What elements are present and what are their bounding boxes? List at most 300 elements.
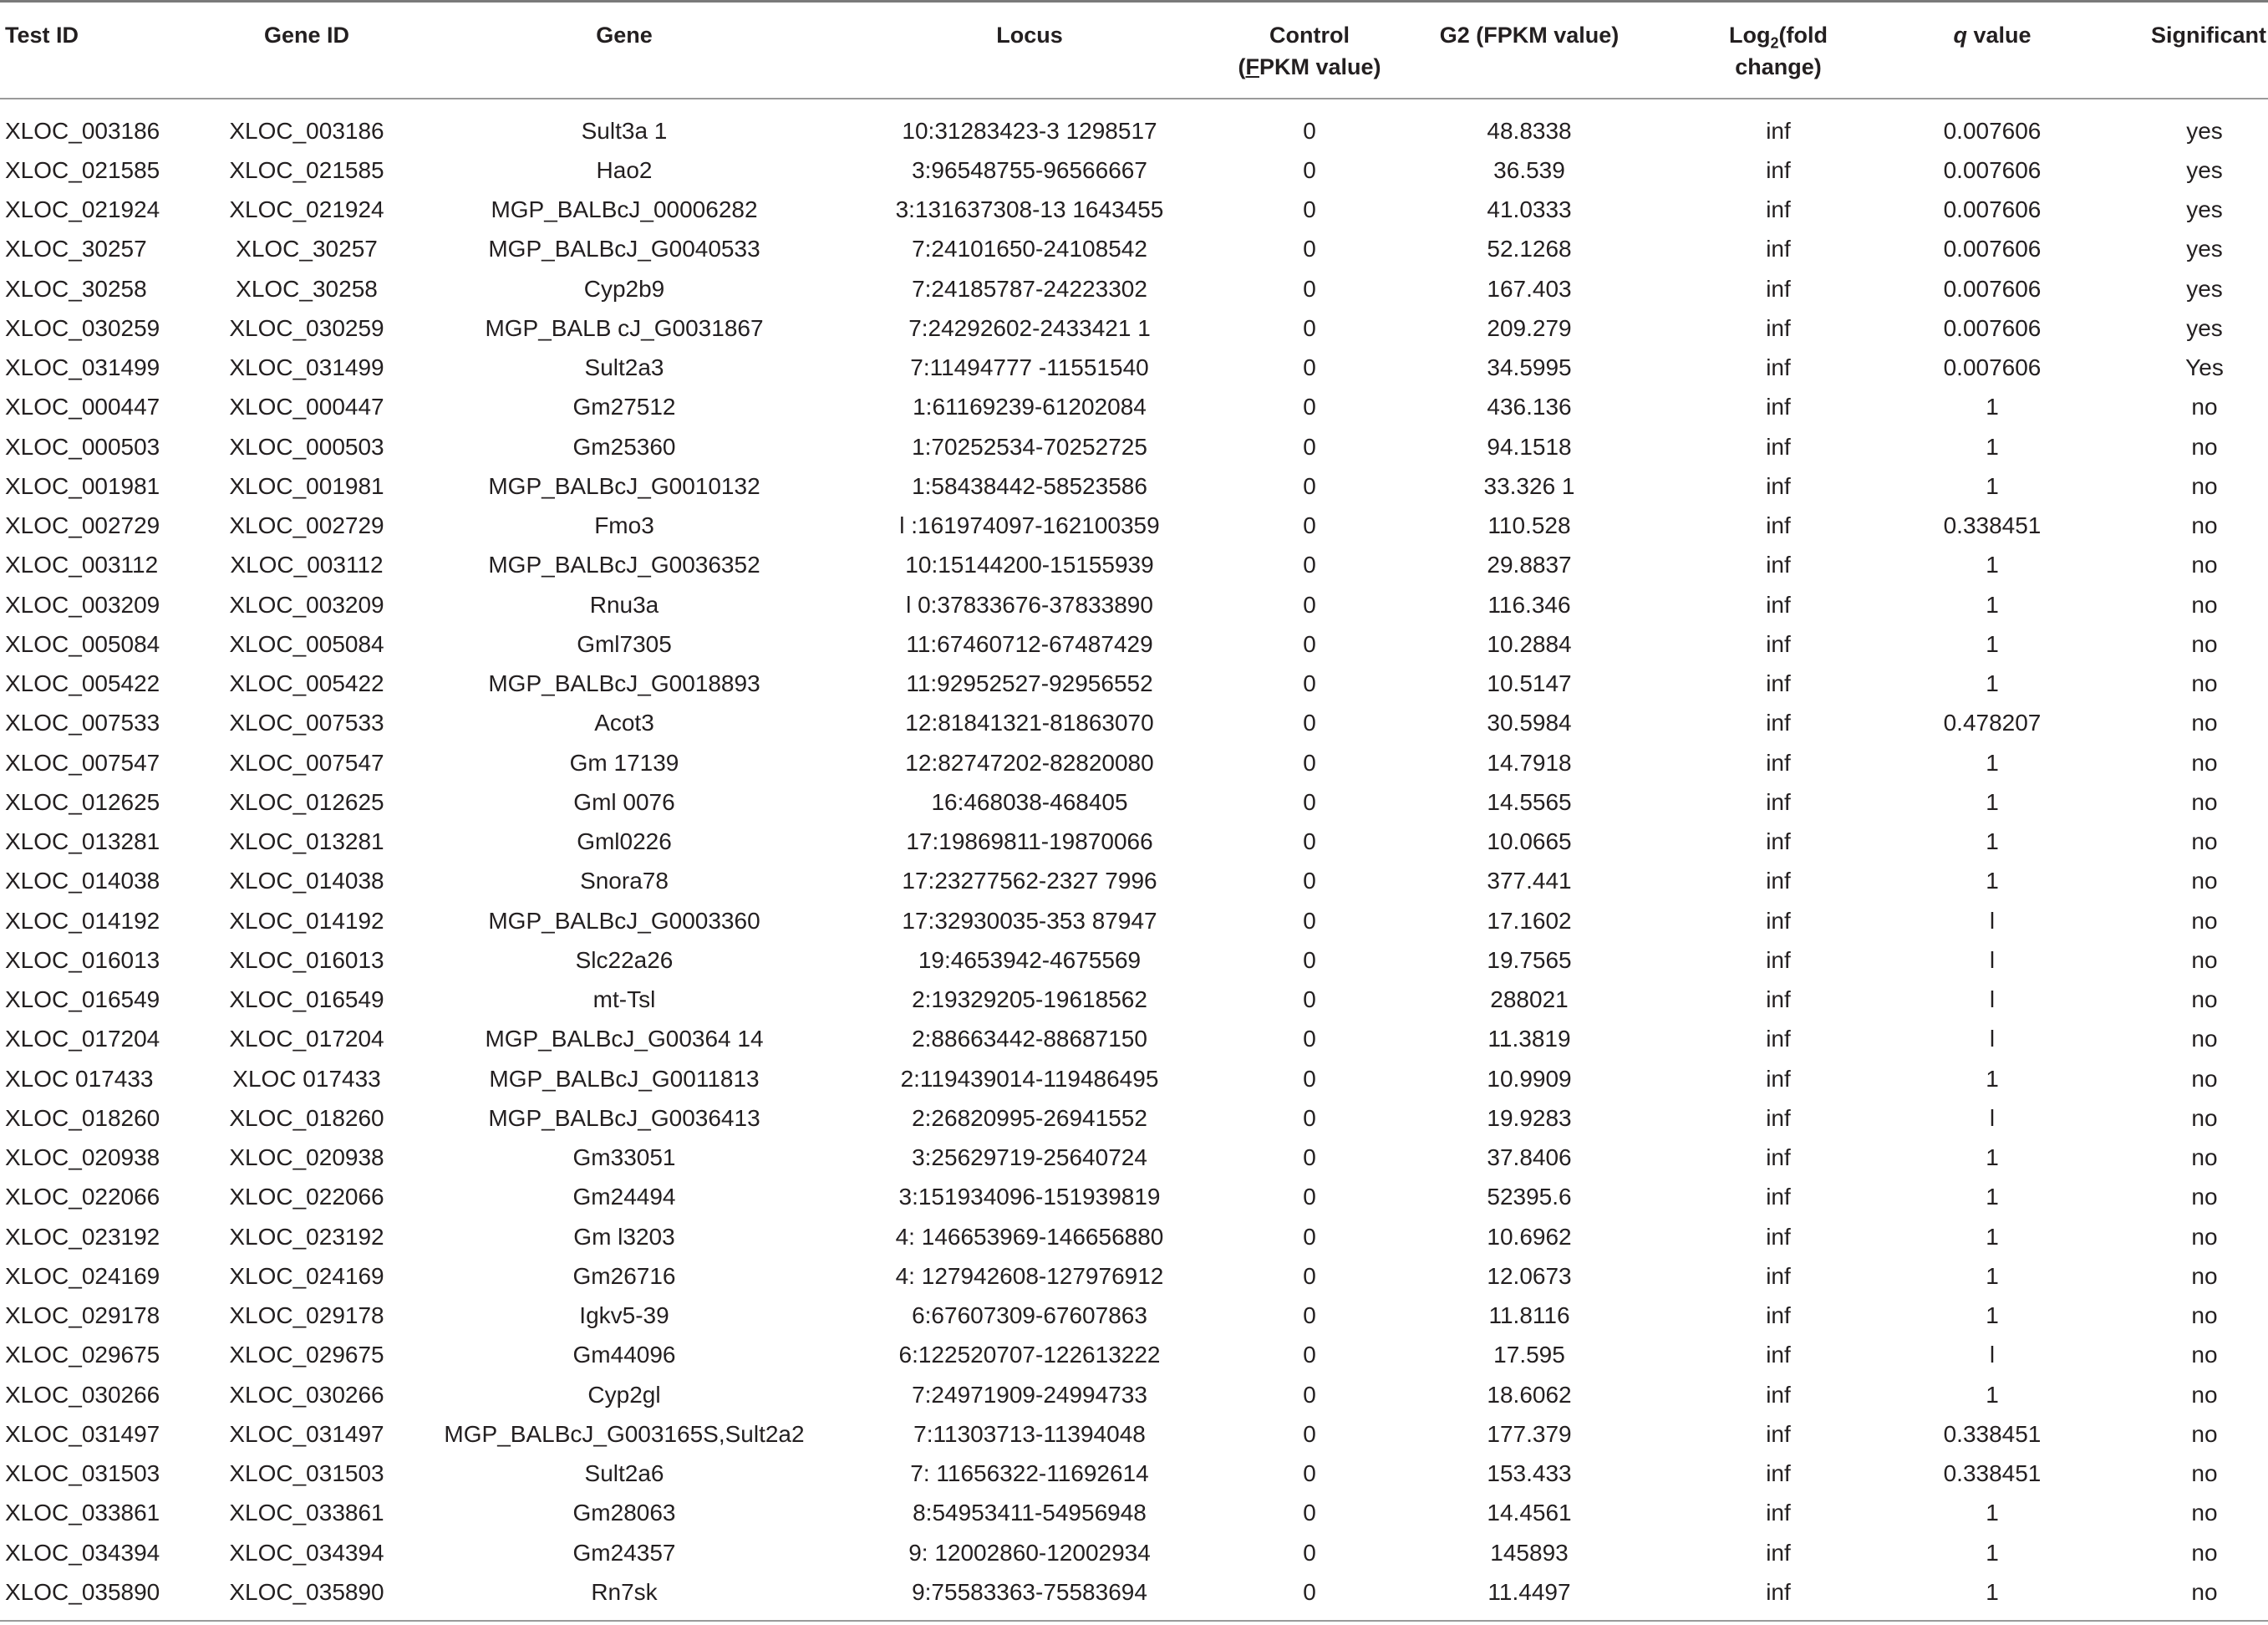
cell-g2-fpkm: 110.528 <box>1487 512 1571 538</box>
cell-locus: 11:67460712-67487429 <box>906 630 1153 657</box>
cell-q-value: 0.338451 <box>1943 1460 2042 1486</box>
cell-locus: 17:23277562-2327 7996 <box>902 868 1157 894</box>
cell-control: 0 <box>1303 1381 1316 1408</box>
cell-test-id: XLOC_30257 <box>5 236 147 262</box>
cell-gene-id: XLOC_014192 <box>229 907 384 934</box>
cell-gene-id: XLOC_029178 <box>229 1302 384 1328</box>
cell-log2-fold-change: inf <box>1766 552 1791 578</box>
cell-g2-fpkm: 10.5147 <box>1487 670 1572 696</box>
header-log2-suffix: (fold <box>1778 23 1828 48</box>
cell-gene-id: XLOC_000503 <box>229 433 384 460</box>
cell-gene: Acot3 <box>594 710 654 736</box>
cell-g2-fpkm: 30.5984 <box>1487 710 1572 736</box>
cell-gene: Gm33051 <box>572 1144 676 1170</box>
cell-test-id: XLOC_005422 <box>5 670 160 696</box>
cell-q-value: 0.007606 <box>1943 156 2042 183</box>
cell-test-id: XLOC_024169 <box>5 1262 160 1289</box>
cell-control: 0 <box>1303 552 1316 578</box>
table-row <box>0 1296 2268 1335</box>
cell-control: 0 <box>1303 670 1316 696</box>
cell-control: 0 <box>1303 1065 1316 1092</box>
cell-locus: 4: 127942608-127976912 <box>895 1262 1164 1289</box>
cell-control: 0 <box>1303 394 1316 420</box>
cell-significant: yes <box>2186 117 2223 144</box>
cell-g2-fpkm: 17.595 <box>1493 1342 1565 1368</box>
cell-significant: yes <box>2186 156 2223 183</box>
cell-control: 0 <box>1303 196 1316 222</box>
cell-log2-fold-change: inf <box>1766 986 1791 1012</box>
cell-gene: Cyp2b9 <box>583 275 665 302</box>
cell-control: 0 <box>1303 1460 1316 1486</box>
table-row <box>0 308 2268 348</box>
cell-test-id: XLOC_029675 <box>5 1342 160 1368</box>
cell-significant: no <box>2191 986 2218 1012</box>
header-control-line1: Control <box>1269 23 1350 48</box>
cell-q-value: l <box>1989 946 1996 973</box>
cell-gene-id: XLOC_033861 <box>229 1500 384 1526</box>
cell-significant: no <box>2191 788 2218 815</box>
cell-significant: no <box>2191 1065 2218 1092</box>
cell-test-id: XLOC_007547 <box>5 749 160 776</box>
cell-control: 0 <box>1303 354 1316 380</box>
cell-significant: no <box>2191 1104 2218 1131</box>
cell-control: 0 <box>1303 1104 1316 1131</box>
cell-test-id: XLOC_030266 <box>5 1381 160 1408</box>
cell-g2-fpkm: 12.0673 <box>1487 1262 1572 1289</box>
cell-test-id: XLOC_000503 <box>5 433 160 460</box>
cell-test-id: XLOC_018260 <box>5 1104 160 1131</box>
table-row <box>0 1059 2268 1098</box>
cell-gene: Gm l3203 <box>573 1223 675 1250</box>
cell-log2-fold-change: inf <box>1766 1104 1791 1131</box>
cell-locus: 3:25629719-25640724 <box>912 1144 1147 1170</box>
header-control <box>1223 2 1396 99</box>
cell-control: 0 <box>1303 1420 1316 1447</box>
cell-g2-fpkm: 177.379 <box>1487 1420 1572 1447</box>
table-row <box>0 743 2268 782</box>
cell-significant: no <box>2191 1144 2218 1170</box>
header-q-italic: q <box>1953 23 1967 48</box>
table-row <box>0 1375 2268 1414</box>
cell-gene-id: XLOC_005422 <box>229 670 384 696</box>
cell-gene: Cyp2gl <box>587 1381 661 1408</box>
cell-control: 0 <box>1303 828 1316 854</box>
cell-q-value: 1 <box>1986 394 1999 420</box>
table-row <box>0 427 2268 466</box>
cell-significant: no <box>2191 1184 2218 1210</box>
cell-test-id: XLOC_031503 <box>5 1460 160 1486</box>
table-row <box>0 1454 2268 1493</box>
cell-gene: MGP_BALBcJ_G0040533 <box>488 236 760 262</box>
cell-control: 0 <box>1303 1342 1316 1368</box>
table-row <box>0 1217 2268 1256</box>
cell-q-value: 1 <box>1986 670 1999 696</box>
cell-g2-fpkm: 17.1602 <box>1487 907 1572 934</box>
header-control-open: ( <box>1238 54 1246 79</box>
cell-gene-id: XLOC 017433 <box>232 1065 381 1092</box>
cell-g2-fpkm: 10.6962 <box>1487 1223 1572 1250</box>
table-row <box>0 1533 2268 1572</box>
cell-g2-fpkm: 288021 <box>1490 986 1569 1012</box>
cell-test-id: XLOC_007533 <box>5 710 160 736</box>
cell-control: 0 <box>1303 591 1316 618</box>
cell-gene-id: XLOC_003186 <box>229 117 384 144</box>
cell-significant: no <box>2091 1572 2268 1621</box>
cell-gene: Rnu3a <box>589 591 659 618</box>
header-row <box>0 2 2268 99</box>
cell-test-id: XLOC_031497 <box>5 1420 160 1447</box>
cell-log2-fold-change: inf <box>1766 156 1791 183</box>
cell-g2-fpkm: 37.8406 <box>1487 1144 1572 1170</box>
cell-log2-fold-change: inf <box>1766 1065 1791 1092</box>
cell-g2-fpkm: 94.1518 <box>1487 433 1572 460</box>
header-control-f: F <box>1245 54 1259 79</box>
cell-gene-id: XLOC_031497 <box>229 1420 384 1447</box>
cell-control: 0 <box>1303 986 1316 1012</box>
table-row <box>0 1493 2268 1532</box>
cell-g2-fpkm: 52.1268 <box>1487 236 1572 262</box>
cell-gene: Gml 0076 <box>573 788 675 815</box>
cell-gene: MGP_BALBcJ_G00364 14 <box>485 1026 764 1052</box>
cell-gene-id: XLOC_022066 <box>229 1184 384 1210</box>
table-row <box>0 940 2268 980</box>
cell-gene-id: XLOC_013281 <box>229 828 384 854</box>
cell-q-value: 1 <box>1986 630 1999 657</box>
cell-locus: 2:19329205-19618562 <box>912 986 1147 1012</box>
cell-test-id: XLOC_005084 <box>5 630 160 657</box>
cell-gene-id: XLOC_020938 <box>229 1144 384 1170</box>
cell-locus: 7:24101650-24108542 <box>912 236 1147 262</box>
table-row <box>0 703 2268 742</box>
cell-gene-id: XLOC_018260 <box>229 1104 384 1131</box>
table-row <box>0 150 2268 190</box>
cell-control: 0 <box>1303 710 1316 736</box>
cell-log2-fold-change: inf <box>1766 354 1791 380</box>
cell-control: 0 <box>1303 314 1316 341</box>
cell-test-id: XLOC_013281 <box>5 828 160 854</box>
cell-significant: no <box>2191 591 2218 618</box>
cell-gene: Slc22a26 <box>575 946 674 973</box>
cell-locus: 7:11303713-11394048 <box>913 1420 1146 1447</box>
cell-significant: yes <box>2186 314 2223 341</box>
header-log2-prefix: Log <box>1729 23 1771 48</box>
cell-log2-fold-change: inf <box>1766 1460 1791 1486</box>
cell-test-id: XLOC_014192 <box>5 907 160 934</box>
cell-log2-fold-change: inf <box>1766 788 1791 815</box>
cell-significant: no <box>2191 512 2218 538</box>
cell-log2-fold-change: inf <box>1766 1026 1791 1052</box>
cell-test-id: XLOC_003186 <box>5 117 160 144</box>
header-q-value <box>1894 2 2091 99</box>
cell-test-id: XLOC_000447 <box>5 394 160 420</box>
cell-q-value: 1 <box>1986 1144 1999 1170</box>
cell-gene: MGP_BALB cJ_G0031867 <box>485 314 764 341</box>
table-row <box>0 1138 2268 1177</box>
cell-locus: 7:24971909-24994733 <box>912 1381 1147 1408</box>
table-row <box>0 229 2268 268</box>
cell-log2-fold-change: inf <box>1766 630 1791 657</box>
cell-significant: no <box>2191 1500 2218 1526</box>
cell-gene: Sult2a3 <box>584 354 664 380</box>
cell-q-value: 1 <box>1986 749 1999 776</box>
cell-locus: 2:26820995-26941552 <box>912 1104 1147 1131</box>
cell-gene-id: XLOC_003209 <box>229 591 384 618</box>
cell-q-value: 1 <box>1986 1539 1999 1566</box>
cell-test-id: XLOC_029178 <box>5 1302 160 1328</box>
cell-locus: 1:61169239-61202084 <box>913 394 1147 420</box>
cell-gene: Gm44096 <box>572 1342 676 1368</box>
cell-log2-fold-change: inf <box>1766 1420 1791 1447</box>
cell-test-id: XLOC_003209 <box>5 591 160 618</box>
table-row <box>0 466 2268 506</box>
cell-g2-fpkm: 36.539 <box>1493 156 1565 183</box>
cell-g2-fpkm: 11.3819 <box>1487 1026 1571 1052</box>
cell-q-value: 1 <box>1986 472 1999 499</box>
cell-locus: 9:75583363-75583694 <box>836 1572 1223 1621</box>
cell-gene: MGP_BALBcJ_G0011813 <box>489 1065 760 1092</box>
table-row <box>0 1572 2268 1621</box>
cell-q-value: 0.338451 <box>1943 512 2042 538</box>
cell-control: 0 <box>1303 117 1316 144</box>
cell-log2-fold-change: inf <box>1766 236 1791 262</box>
cell-significant: no <box>2191 472 2218 499</box>
cell-q-value: l <box>1989 1342 1996 1368</box>
table-row <box>0 506 2268 545</box>
cell-test-id: XLOC_016013 <box>5 946 160 973</box>
cell-control: 0 <box>1303 1026 1316 1052</box>
cell-gene-id: XLOC_021585 <box>229 156 384 183</box>
cell-g2-fpkm: 52395.6 <box>1487 1184 1572 1210</box>
cell-gene: Rn7sk <box>413 1572 836 1621</box>
cell-g2-fpkm: 436.136 <box>1487 394 1572 420</box>
cell-control: 0 <box>1303 946 1316 973</box>
cell-g2-fpkm: 19.9283 <box>1487 1104 1572 1131</box>
cell-test-id: XLOC_034394 <box>5 1539 160 1566</box>
cell-log2-fold-change: inf <box>1766 1262 1791 1289</box>
cell-log2-fold-change: inf <box>1766 907 1791 934</box>
cell-significant: no <box>2191 828 2218 854</box>
cell-significant: no <box>2191 1223 2218 1250</box>
cell-log2-fold-change: inf <box>1766 828 1791 854</box>
cell-q-value: 0.338451 <box>1943 1420 2042 1447</box>
cell-gene-id: XLOC_012625 <box>229 788 384 815</box>
cell-gene: MGP_BALBcJ_G0003360 <box>488 907 760 934</box>
cell-q-value: 0.478207 <box>1943 710 2042 736</box>
cell-gene-id: XLOC_007547 <box>229 749 384 776</box>
cell-log2-fold-change: inf <box>1766 670 1791 696</box>
cell-locus: 11:92952527-92956552 <box>906 670 1153 696</box>
cell-locus: 3:96548755-96566667 <box>912 156 1147 183</box>
cell-gene: MGP_BALBcJ_00006282 <box>491 196 758 222</box>
table-row <box>0 190 2268 229</box>
cell-significant: no <box>2191 907 2218 934</box>
table-row <box>0 861 2268 900</box>
cell-log2-fold-change: inf <box>1766 1500 1791 1526</box>
cell-gene-id: XLOC_021924 <box>229 196 384 222</box>
cell-log2-fold-change: inf <box>1766 1539 1791 1566</box>
cell-control: 0 <box>1303 788 1316 815</box>
cell-control: 0 <box>1303 1144 1316 1170</box>
cell-test-id: XLOC_022066 <box>5 1184 160 1210</box>
cell-test-id: XLOC_030259 <box>5 314 160 341</box>
table-row <box>0 980 2268 1019</box>
cell-significant: no <box>2191 1342 2218 1368</box>
cell-locus: 12:82747202-82820080 <box>905 749 1154 776</box>
cell-significant: no <box>2191 868 2218 894</box>
cell-test-id: XLOC_001981 <box>5 472 160 499</box>
cell-significant: yes <box>2186 236 2223 262</box>
cell-gene-id: XLOC_000447 <box>229 394 384 420</box>
header-gene: Gene <box>413 2 836 99</box>
cell-g2-fpkm: 18.6062 <box>1487 1381 1572 1408</box>
cell-q-value: 0.007606 <box>1943 354 2042 380</box>
cell-g2-fpkm: 19.7565 <box>1487 946 1572 973</box>
cell-control: 0 <box>1303 1539 1316 1566</box>
table-row <box>0 1335 2268 1374</box>
cell-log2-fold-change: inf <box>1766 591 1791 618</box>
cell-locus: l :161974097-162100359 <box>899 512 1160 538</box>
cell-q-value: 0.007606 <box>1943 117 2042 144</box>
cell-gene: Gm27512 <box>572 394 676 420</box>
cell-significant: no <box>2191 670 2218 696</box>
cell-q-value: 0.007606 <box>1943 314 2042 341</box>
cell-log2-fold-change: inf <box>1766 1342 1791 1368</box>
cell-significant: no <box>2191 552 2218 578</box>
header-test-id: Test ID <box>0 2 201 99</box>
cell-q-value: l <box>1989 1026 1996 1052</box>
cell-log2-fold-change: inf <box>1766 749 1791 776</box>
header-q-rest: value <box>1966 23 2032 48</box>
cell-significant: no <box>2191 1539 2218 1566</box>
cell-locus: 10:31283423-3 1298517 <box>902 117 1157 144</box>
cell-gene: Gm 17139 <box>569 749 679 776</box>
cell-locus: 7: 11656322-11692614 <box>910 1460 1149 1486</box>
cell-locus: 3:151934096-151939819 <box>898 1184 1161 1210</box>
cell-g2-fpkm: 48.8338 <box>1487 117 1572 144</box>
cell-q-value: 1 <box>1894 1572 2091 1621</box>
cell-g2-fpkm: 14.7918 <box>1487 749 1572 776</box>
cell-significant: no <box>2191 433 2218 460</box>
header-g2: G2 (FPKM value) <box>1396 2 1663 99</box>
table-row <box>0 664 2268 703</box>
cell-q-value: 1 <box>1986 868 1999 894</box>
cell-log2-fold-change: inf <box>1766 472 1791 499</box>
cell-locus: 7:24185787-24223302 <box>912 275 1147 302</box>
table-row <box>0 1177 2268 1216</box>
header-log2-line2: change) <box>1735 54 1822 79</box>
cell-g2-fpkm: 11.8116 <box>1488 1302 1570 1328</box>
cell-gene-id: XLOC_017204 <box>229 1026 384 1052</box>
cell-control: 0 <box>1303 1262 1316 1289</box>
cell-g2-fpkm: 33.326 1 <box>1483 472 1575 499</box>
cell-control: 0 <box>1303 275 1316 302</box>
cell-locus: 6:67607309-67607863 <box>912 1302 1147 1328</box>
cell-significant: no <box>2191 749 2218 776</box>
cell-control: 0 <box>1303 1500 1316 1526</box>
cell-control: 0 <box>1303 868 1316 894</box>
cell-significant: no <box>2191 946 2218 973</box>
cell-locus: 6:122520707-122613222 <box>898 1342 1161 1368</box>
cell-significant: no <box>2191 1026 2218 1052</box>
cell-q-value: 1 <box>1986 1065 1999 1092</box>
cell-gene: Igkv5-39 <box>579 1302 669 1328</box>
cell-gene: MGP_BALBcJ_G0018893 <box>488 670 760 696</box>
cell-locus: 19:4653942-4675569 <box>918 946 1142 973</box>
cell-q-value: 0.007606 <box>1943 236 2042 262</box>
cell-gene-id: XLOC_002729 <box>229 512 384 538</box>
cell-gene-id: XLOC_023192 <box>229 1223 384 1250</box>
cell-gene: Sult2a6 <box>584 1460 664 1486</box>
cell-log2-fold-change: inf <box>1766 275 1791 302</box>
cell-locus: 7:24292602-2433421 1 <box>908 314 1151 341</box>
cell-control: 0 <box>1303 156 1316 183</box>
cell-control: 0 <box>1303 749 1316 776</box>
cell-locus: 3:131637308-13 1643455 <box>895 196 1164 222</box>
cell-gene: Gml0226 <box>577 828 672 854</box>
cell-gene-id: XLOC_005084 <box>229 630 384 657</box>
cell-q-value: l <box>1989 907 1996 934</box>
cell-test-id: XLOC_035890 <box>0 1572 201 1621</box>
cell-g2-fpkm: 116.346 <box>1487 591 1571 618</box>
cell-locus: 9: 12002860-12002934 <box>908 1539 1151 1566</box>
cell-control: 0 <box>1303 236 1316 262</box>
cell-q-value: 1 <box>1986 1302 1999 1328</box>
cell-g2-fpkm: 14.4561 <box>1487 1500 1572 1526</box>
cell-locus: 1:58438442-58523586 <box>912 472 1147 499</box>
cell-log2-fold-change: inf <box>1766 1184 1791 1210</box>
cell-locus: 2:119439014-119486495 <box>900 1065 1159 1092</box>
table-row <box>0 585 2268 624</box>
cell-g2-fpkm: 10.9909 <box>1487 1065 1572 1092</box>
cell-g2-fpkm: 10.0665 <box>1487 828 1572 854</box>
table-row <box>0 348 2268 387</box>
cell-control: 0 <box>1303 1223 1316 1250</box>
table-header <box>0 2 2268 99</box>
cell-gene-id: XLOC_024169 <box>229 1262 384 1289</box>
cell-locus: 2:88663442-88687150 <box>912 1026 1147 1052</box>
cell-q-value: 0.007606 <box>1943 275 2042 302</box>
cell-gene: Fmo3 <box>594 512 654 538</box>
cell-significant: Yes <box>2185 354 2224 380</box>
cell-log2-fold-change: inf <box>1663 1572 1894 1621</box>
cell-g2-fpkm: 167.403 <box>1487 275 1572 302</box>
cell-gene-id: XLOC_016549 <box>229 986 384 1012</box>
table-row <box>0 1098 2268 1138</box>
header-significant: Significant <box>2091 2 2268 99</box>
cell-gene-id: XLOC_30258 <box>236 275 378 302</box>
cell-gene: MGP_BALBcJ_G0036352 <box>488 552 760 578</box>
cell-q-value: l <box>1989 1104 1996 1131</box>
cell-gene: MGP_BALBcJ_G0010132 <box>488 472 760 499</box>
cell-gene-id: XLOC_030259 <box>229 314 384 341</box>
cell-gene-id: XLOC_029675 <box>229 1342 384 1368</box>
cell-gene: Gm28063 <box>572 1500 676 1526</box>
cell-significant: no <box>2191 1420 2218 1447</box>
cell-test-id: XLOC_033861 <box>5 1500 160 1526</box>
cell-q-value: 1 <box>1986 1381 1999 1408</box>
cell-log2-fold-change: inf <box>1766 196 1791 222</box>
cell-log2-fold-change: inf <box>1766 946 1791 973</box>
cell-gene: mt-Tsl <box>592 986 656 1012</box>
cell-log2-fold-change: inf <box>1766 433 1791 460</box>
cell-gene-id: XLOC_016013 <box>229 946 384 973</box>
cell-q-value: 1 <box>1986 591 1999 618</box>
table-row <box>0 822 2268 861</box>
table-row <box>0 269 2268 308</box>
cell-gene: Gm26716 <box>572 1262 676 1289</box>
table-row <box>0 387 2268 426</box>
cell-significant: no <box>2191 710 2218 736</box>
